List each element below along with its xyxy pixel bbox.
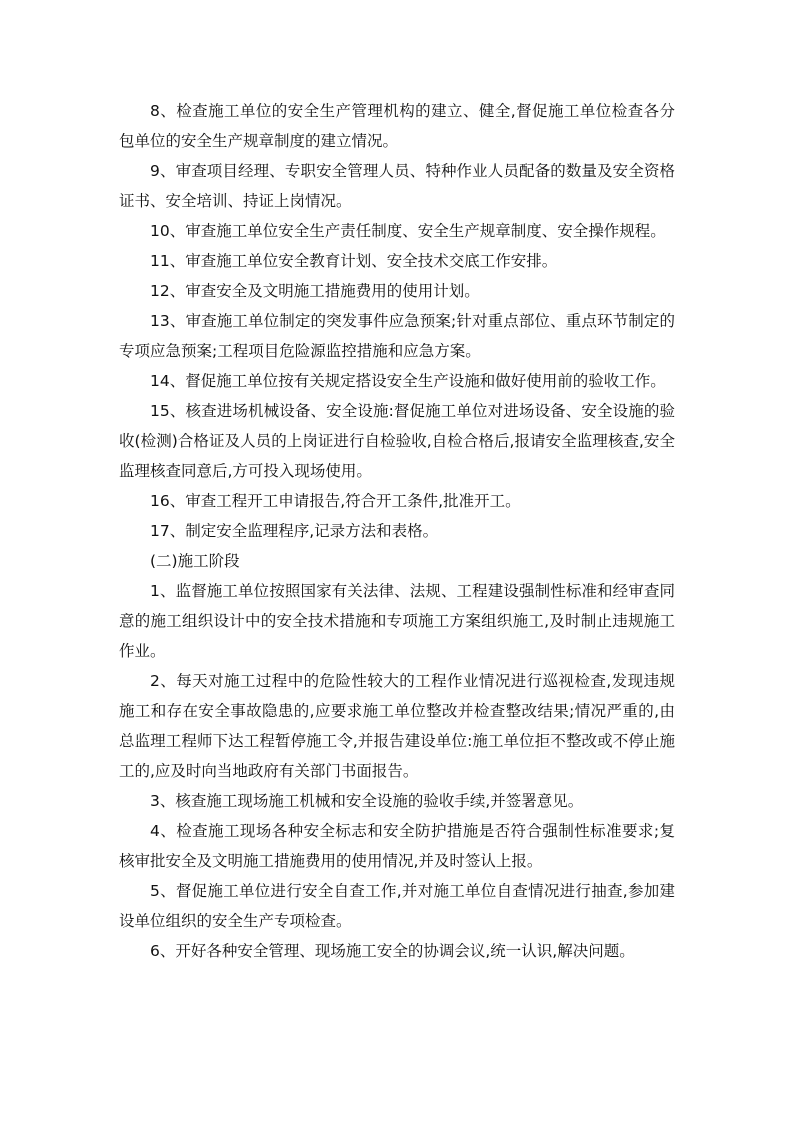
document-body xyxy=(119,96,675,966)
paragraph-item-16: 16、审查工程开工申请报告,符合开工条件,批准开工。 xyxy=(150,492,521,510)
paragraph-item-10: 10、审查施工单位安全生产责任制度、安全生产规章制度、安全操作规程。 xyxy=(150,222,666,240)
paragraph-stage-item-3: 3、核查施工现场施工机械和安全设施的验收手续,并签署意见。 xyxy=(150,792,584,810)
paragraph-stage-item-5: 5、督促施工单位进行安全自查工作,并对施工单位自查情况进行抽查,参加建设单位组织的安全生产专项检查。 xyxy=(119,882,675,930)
paragraph-stage-item-6: 6、开好各种安全管理、现场施工安全的协调会议,统一认识,解决问题。 xyxy=(150,942,635,960)
paragraph-item-11: 11、审查施工单位安全教育计划、安全技术交底工作安排。 xyxy=(150,252,558,270)
paragraph-item-8: 8、检查施工单位的安全生产管理机构的建立、健全,督促施工单位检查各分包单位的安全生产规章制度的建立情况。 xyxy=(119,102,675,150)
paragraph-stage-item-1: 1、监督施工单位按照国家有关法律、法规、工程建设强制性标准和经审查同意的施工组织设计中的安全技术措施和专项施工方案组织施工,及时制止违规施工作业。 xyxy=(119,582,675,660)
paragraph-item-9: 9、审查项目经理、专职安全管理人员、特种作业人员配备的数量及安全资格证书、安全培训、持证上岗情况。 xyxy=(119,162,675,210)
paragraph-item-12: 12、审查安全及文明施工措施费用的使用计划。 xyxy=(150,282,480,300)
paragraph-item-17: 17、制定安全监理程序,记录方法和表格。 xyxy=(150,522,439,540)
paragraph-stage-item-2: 2、每天对施工过程中的危险性较大的工程作业情况进行巡视检查,发现违规施工和存在安全事故隐患的,应要求施工单位整改并检查整改结果;情况严重的,由总监理工程师下达工程暂停施工令,并报告建设单位:施工单位拒不整改或不停止施工的,应及时向当地政府有关部门书面报告。 xyxy=(119,672,675,780)
paragraph-item-13: 13、审查施工单位制定的突发事件应急预案;针对重点部位、重点环节制定的专项应急预案;工程项目危险源监控措施和应急方案。 xyxy=(119,312,675,360)
paragraph-stage-item-4: 4、检查施工现场各种安全标志和安全防护措施是否符合强制性标准要求;复核审批安全及文明施工措施费用的使用情况,并及时签认上报。 xyxy=(119,822,675,870)
paragraph-item-15: 15、核查进场机械设备、安全设施:督促施工单位对进场设备、安全设施的验收(检测)合格证及人员的上岗证进行自检验收,自检合格后,报请安全监理核查,安全监理核查同意后,方可投入现场使用。 xyxy=(119,402,675,480)
paragraph-item-14: 14、督促施工单位按有关规定搭设安全生产设施和做好使用前的验收工作。 xyxy=(150,372,666,390)
section-heading-construction-stage: (二)施工阶段 xyxy=(150,552,240,570)
